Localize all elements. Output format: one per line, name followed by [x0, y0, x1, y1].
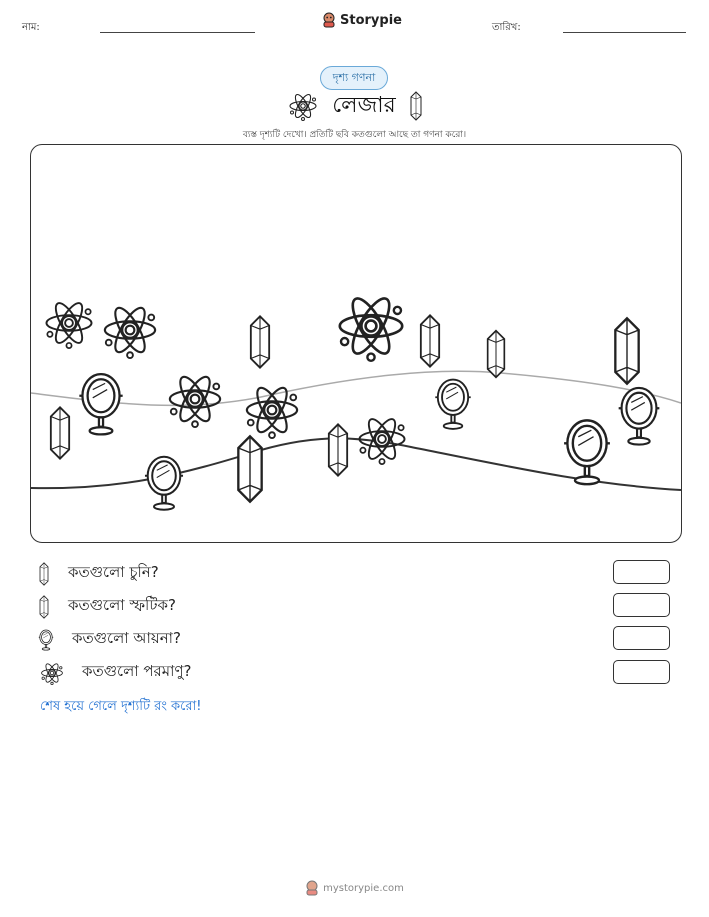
- scene-drawing: [31, 145, 681, 542]
- title-text: লেজার: [332, 92, 396, 118]
- crystal-icon: [421, 315, 439, 366]
- answer-box-mirrors[interactable]: [613, 626, 670, 650]
- brand-name: Storypie: [340, 12, 402, 28]
- footer-url[interactable]: mystorypie.com: [323, 882, 404, 894]
- mirror-icon: [619, 388, 660, 445]
- atom-icon: [288, 91, 318, 121]
- question-crystals: [38, 594, 176, 619]
- question-text: কতগুলো পরমাণু?: [82, 662, 192, 680]
- category-badge: দৃশ্য গণনা: [320, 66, 388, 90]
- storypie-logo-icon: [322, 12, 336, 28]
- question-mirrors: [38, 627, 181, 652]
- storypie-logo-icon: [305, 880, 319, 896]
- mirror-icon: [435, 380, 470, 429]
- answer-box-rubies[interactable]: [613, 560, 670, 584]
- question-atoms: [40, 660, 192, 685]
- answer-box-atoms[interactable]: [613, 660, 670, 684]
- atom-icon: [170, 373, 220, 427]
- mirror-icon: [145, 457, 183, 510]
- back-hill-line: [31, 371, 681, 405]
- atom-icon: [40, 661, 64, 685]
- atom-icon: [46, 300, 91, 349]
- counting-scene[interactable]: [30, 144, 682, 543]
- footer: [0, 880, 709, 896]
- name-label: নাম:: [22, 22, 40, 33]
- crystal-icon: [410, 91, 422, 121]
- atom-icon: [247, 384, 297, 438]
- date-label: তারিখ:: [492, 22, 521, 33]
- mirror-icon: [79, 374, 122, 434]
- finish-instruction: শেষ হয়ে গেলে দৃশ্যটি রং করো!: [40, 699, 202, 714]
- date-line[interactable]: [563, 32, 686, 33]
- page-title: [270, 90, 440, 122]
- brand-logo: [322, 12, 402, 28]
- mirror-icon: [38, 629, 54, 651]
- atom-icon: [105, 304, 155, 358]
- answer-box-crystals[interactable]: [613, 593, 670, 617]
- crystal-icon: [238, 436, 261, 501]
- crystal-icon: [615, 318, 638, 383]
- crystal-icon: [251, 316, 269, 367]
- ruby-icon: [38, 562, 50, 586]
- question-text: কতগুলো স্ফটিক?: [68, 596, 176, 614]
- question-rubies: [38, 561, 159, 586]
- name-line[interactable]: [100, 32, 255, 33]
- crystal-icon: [488, 331, 505, 378]
- crystal-icon: [329, 424, 347, 475]
- crystal-icon: [51, 407, 69, 458]
- mirror-icon: [564, 420, 610, 484]
- crystal-icon: [38, 595, 50, 619]
- question-text: কতগুলো চুনি?: [68, 563, 159, 581]
- instructions: ব্যস্ত দৃশ্যটি দেখো। প্রতিটি ছবি কতগুলো আছে তা গণনা করো।: [242, 130, 467, 140]
- atom-icon: [340, 294, 402, 361]
- question-text: কতগুলো আয়না?: [72, 629, 181, 647]
